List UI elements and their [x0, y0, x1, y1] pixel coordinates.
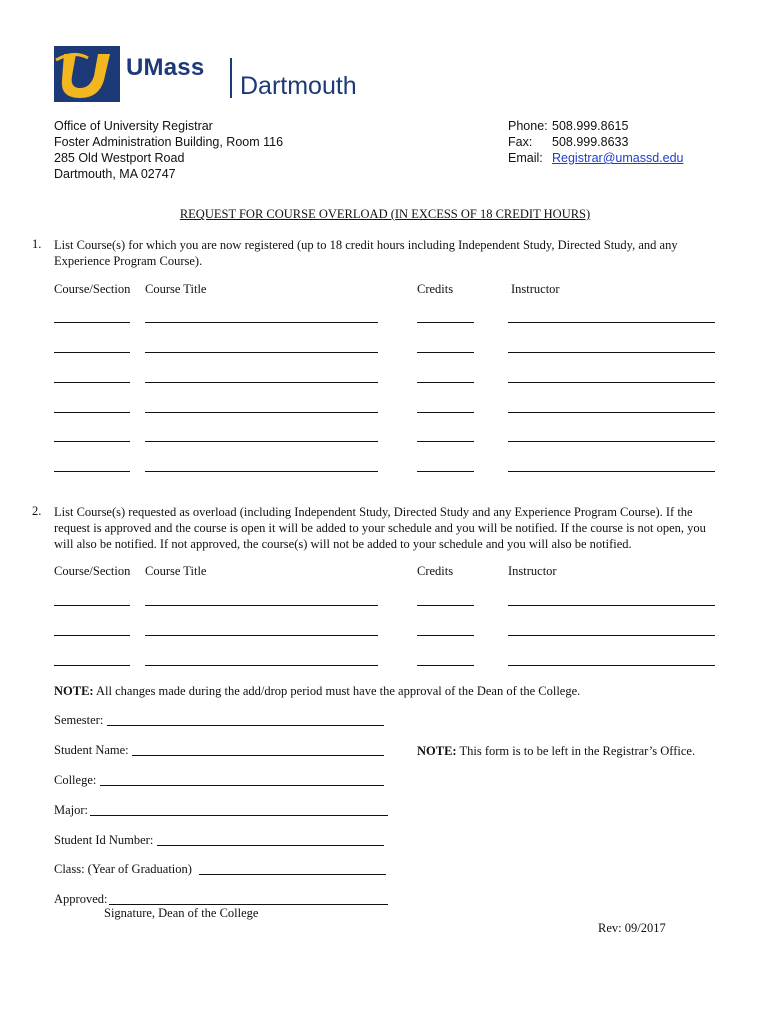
student-id-label: Student Id Number: [54, 833, 154, 847]
form-title: REQUEST FOR COURSE OVERLOAD (IN EXCESS OF 18 CREDIT HOURS) [179, 207, 591, 221]
section1-number: 1. [32, 237, 42, 251]
instructor-field[interactable] [508, 441, 715, 442]
col-instructor: Instructor [508, 564, 557, 578]
credits-field[interactable] [417, 382, 474, 383]
instructor-field[interactable] [508, 471, 715, 472]
logo-dartmouth-text: Dartmouth [240, 72, 357, 100]
instructor-field[interactable] [508, 412, 715, 413]
phone-number: 508.999.8615 [552, 119, 629, 133]
course-section-field[interactable] [54, 635, 130, 636]
college-field[interactable] [100, 785, 384, 786]
instructor-field[interactable] [508, 352, 715, 353]
note-label: NOTE: [54, 684, 94, 698]
student-id-field[interactable] [157, 845, 384, 846]
instructor-field[interactable] [508, 635, 715, 636]
add-drop-note [54, 683, 580, 699]
credits-field[interactable] [417, 471, 474, 472]
semester-field[interactable] [107, 725, 384, 726]
course-title-field[interactable] [145, 605, 378, 606]
phone-label: Phone: [508, 119, 548, 133]
credits-field[interactable] [417, 322, 474, 323]
fax-label: Fax: [508, 135, 533, 149]
note-text: This form is to be left in the Registrar’s Office. [459, 744, 696, 758]
section1-instructions: List Course(s) for which you are now registered (up to 18 credit hours including Independent Study, Directed Study, and any Experience Program Course). [54, 238, 678, 268]
logo-divider [230, 58, 232, 98]
instructor-field[interactable] [508, 605, 715, 606]
note-text: All changes made during the add/drop period must have the approval of the Dean of the College. [96, 684, 581, 698]
course-section-field[interactable] [54, 382, 130, 383]
course-title-field[interactable] [145, 665, 378, 666]
note-label: NOTE: [417, 744, 457, 758]
section2-number: 2. [32, 504, 42, 518]
credits-field[interactable] [417, 412, 474, 413]
col-course-section: Course/Section [54, 282, 131, 296]
course-section-field[interactable] [54, 605, 130, 606]
col-credits: Credits [417, 564, 454, 578]
col-instructor: Instructor [511, 282, 560, 296]
email-link[interactable]: Registrar@umassd.edu [552, 151, 684, 165]
college-label: College: [54, 773, 97, 787]
credits-field[interactable] [417, 665, 474, 666]
contact-info [508, 118, 684, 166]
registrar-note [417, 743, 695, 759]
credits-field[interactable] [417, 605, 474, 606]
major-label: Major: [54, 803, 89, 817]
address-line: 285 Old Westport Road [54, 151, 185, 165]
col-course-title: Course Title [145, 282, 207, 296]
course-section-field[interactable] [54, 352, 130, 353]
semester-label: Semester: [54, 713, 104, 727]
address-line: Dartmouth, MA 02747 [54, 167, 176, 181]
course-title-field[interactable] [145, 471, 378, 472]
umass-logo-icon [54, 46, 120, 102]
address-line: Foster Administration Building, Room 116 [54, 135, 284, 149]
address-line: Office of University Registrar [54, 119, 213, 133]
col-course-title: Course Title [145, 564, 207, 578]
credits-field[interactable] [417, 352, 474, 353]
course-section-field[interactable] [54, 471, 130, 472]
course-section-field[interactable] [54, 412, 130, 413]
class-field[interactable] [199, 874, 386, 875]
credits-field[interactable] [417, 441, 474, 442]
email-label: Email: [508, 151, 543, 165]
course-title-field[interactable] [145, 352, 378, 353]
col-course-section: Course/Section [54, 564, 131, 578]
instructor-field[interactable] [508, 382, 715, 383]
course-title-field[interactable] [145, 382, 378, 383]
student-name-field[interactable] [132, 755, 384, 756]
fax-number: 508.999.8633 [552, 135, 629, 149]
logo-umass-text: UMass [126, 54, 205, 81]
course-title-field[interactable] [145, 441, 378, 442]
revision-date: Rev: 09/2017 [598, 921, 666, 935]
office-address [54, 118, 283, 182]
signature-caption: Signature, Dean of the College [104, 906, 259, 920]
major-field[interactable] [90, 815, 388, 816]
credits-field[interactable] [417, 635, 474, 636]
student-name-label: Student Name: [54, 743, 129, 757]
section2-instructions: List Course(s) requested as overload (including Independent Study, Directed Study and any Experience Program Course). If the request is approved and the course is open it will be added to your schedule and you will be notified. If the course is not open, you will also be notified. If not approved, the course(s) will not be added to your schedule and you will also be notified. [54, 505, 706, 551]
course-section-field[interactable] [54, 441, 130, 442]
instructor-field[interactable] [508, 665, 715, 666]
course-section-field[interactable] [54, 665, 130, 666]
course-section-field[interactable] [54, 322, 130, 323]
approved-signature-field[interactable] [109, 904, 388, 905]
col-credits: Credits [417, 282, 454, 296]
course-title-field[interactable] [145, 635, 378, 636]
course-title-field[interactable] [145, 412, 378, 413]
course-title-field[interactable] [145, 322, 378, 323]
class-label: Class: (Year of Graduation) [54, 862, 192, 876]
instructor-field[interactable] [508, 322, 715, 323]
approved-label: Approved: [54, 892, 108, 906]
